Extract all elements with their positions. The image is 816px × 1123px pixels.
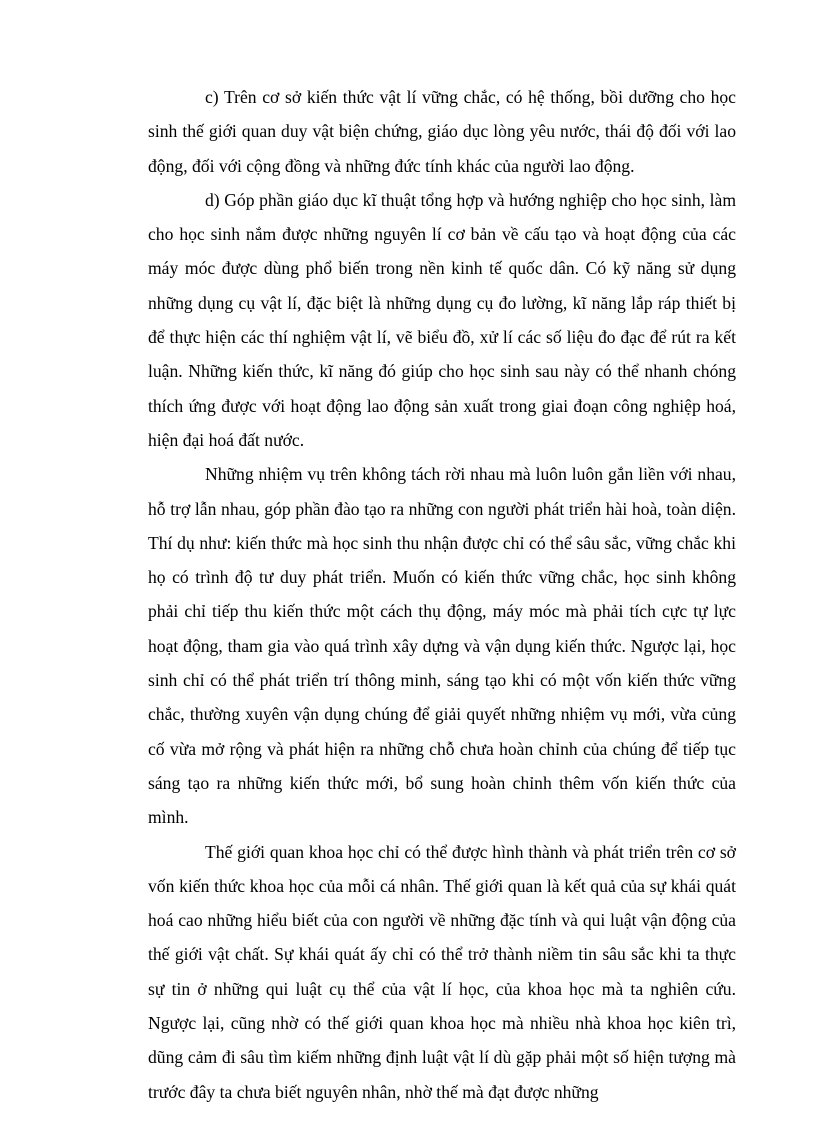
paragraph-tasks-relation: Những nhiệm vụ trên không tách rời nhau mà luôn luôn gắn liền với nhau, hỗ trợ lẫn nhau, góp phần đào tạo ra những con người phát triển hài hoà, toàn diện. Thí dụ như: kiến thức mà học sinh thu nhận được chỉ có thể sâu sắc, vững chắc khi họ có trình độ tư duy phát triển. Muốn có kiến thức vững chắc, học sinh không phải chỉ tiếp thu kiến thức một cách thụ động, máy móc mà phải tích cực tự lực hoạt động, tham gia vào quá trình xây dựng và vận dụng kiến thức. Ngược lại, học sinh chỉ có thể phát triển trí thông minh, sáng tạo khi có một vốn kiến thức vững chắc, thường xuyên vận dụng chúng để giải quyết những nhiệm vụ mới, vừa củng cố vừa mở rộng và phát hiện ra những chỗ chưa hoàn chỉnh của chúng để tiếp tục sáng tạo ra những kiến thức mới, bổ sung hoàn chỉnh thêm vốn kiến thức của mình.: [148, 464, 736, 828]
paragraph-world-view: Thế giới quan khoa học chỉ có thể được hình thành và phát triển trên cơ sở vốn kiến thức khoa học của mỗi cá nhân. Thế giới quan là kết quả của sự khái quát hoá cao những hiểu biết của con người về những đặc tính và qui luật vận động của thế giới vật chất. Sự khái quát ấy chỉ có thể trở thành niềm tin sâu sắc khi ta thực sự tin ở những qui luật cụ thể của vật lí học, của khoa học mà ta nghiên cứu. Ngược lại, cũng nhờ có thế giới quan khoa học mà nhiều nhà khoa học kiên trì, dũng cảm đi sâu tìm kiếm những định luật vật lí dù gặp phải một số hiện tượng mà trước đây ta chưa biết nguyên nhân, nhờ thế mà đạt được những: [148, 841, 736, 1102]
paragraph-c: c) Trên cơ sở kiến thức vật lí vững chắc, có hệ thống, bồi dưỡng cho học sinh thế giới quan duy vật biện chứng, giáo dục lòng yêu nước, thái độ đối với lao động, đối với cộng đồng và những đức tính khác của người lao động.: [148, 87, 736, 176]
paragraph-d: d) Góp phần giáo dục kĩ thuật tổng hợp và hướng nghiệp cho học sinh, làm cho học sinh nắm được những nguyên lí cơ bản về cấu tạo và hoạt động của các máy móc được dùng phổ biến trong nền kinh tế quốc dân. Có kỹ năng sử dụng những dụng cụ vật lí, đặc biệt là những dụng cụ đo lường, kĩ năng lắp ráp thiết bị để thực hiện các thí nghiệm vật lí, vẽ biểu đồ, xử lí các số liệu đo đạc để rút ra kết luận. Những kiến thức, kĩ năng đó giúp cho học sinh sau này có thể nhanh chóng thích ứng được với hoạt động lao động sản xuất trong giai đoạn công nghiệp hoá, hiện đại hoá đất nước.: [148, 189, 736, 450]
document-page: [148, 80, 736, 1109]
